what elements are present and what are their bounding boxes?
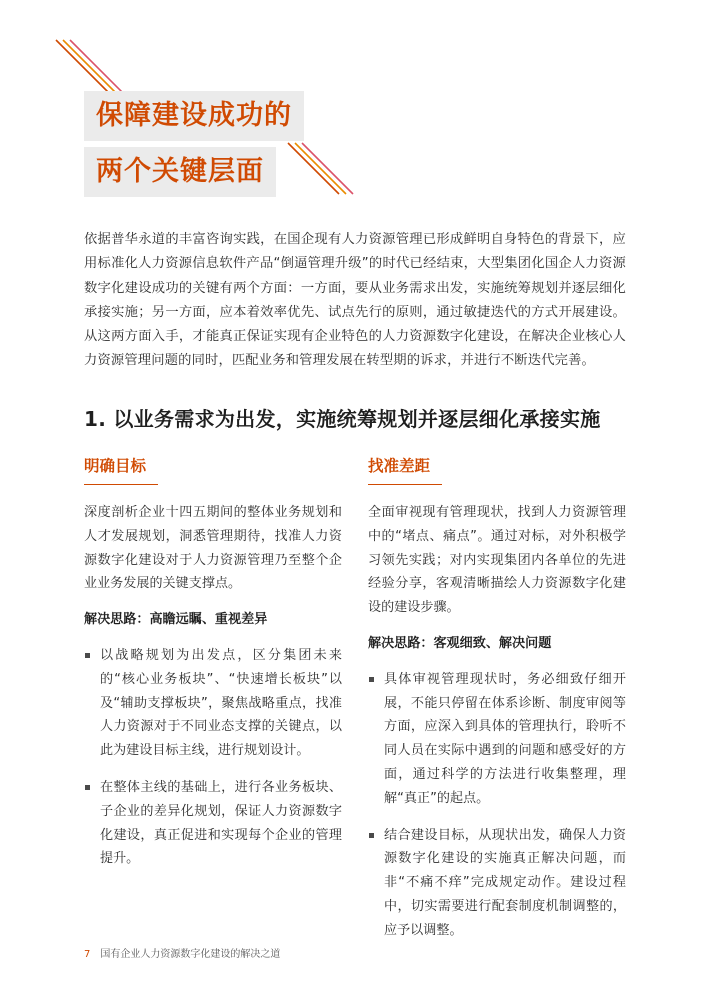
left-column-heading: 明确目标 — [84, 454, 158, 485]
bullet-square-icon — [85, 785, 90, 790]
list-item — [84, 776, 342, 871]
bullet-text: 以战略规划为出发点，区分集团未来的“核心业务板块”、“快速增长板块”以及“辅助支撑板块”，聚焦战略重点，找准人力资源对于不同业态支撑的关键点，以此为建设目标主线，进行规划设计。 — [100, 647, 342, 759]
bullet-text: 具体审视管理现状时，务必细致仔细开展，不能只停留在体系诊断、制度审阅等方面，应深入到具体的管理执行，聆听不同人员在实际中遇到的问题和感受好的方面，通过科学的方法进行收集整理，理解“真正”的起点。 — [384, 671, 626, 806]
left-column — [84, 454, 342, 884]
bullet-text: 在整体主线的基础上，进行各业务板块、子企业的差异化规划，保证人力资源数字化建设，真正促进和实现每个企业的管理提升。 — [100, 779, 342, 867]
list-item — [368, 668, 626, 811]
right-approach-label: 解决思路：客观细致、解决问题 — [368, 635, 552, 651]
right-column-body: 全面审视现有管理现状，找到人力资源管理中的“堵点、痛点”。通过对标，对外积极学习领先实践；对内实现集团内各单位的先进经验分享，客观清晰描绘人力资源数字化建设的建设步骤。 — [368, 505, 626, 616]
page-title-line-2: 两个关键层面 — [84, 147, 276, 197]
left-column-body: 深度剖析企业十四五期间的整体业务规划和人才发展规划，洞悉管理期待，找准人力资源数字化建设对于人力资源管理乃至整个企业业务发展的关键支撑点。 — [84, 505, 342, 592]
bullet-square-icon — [369, 833, 374, 838]
left-approach-label: 解决思路：高瞻远瞩、重视差异 — [84, 612, 268, 628]
list-item — [84, 644, 342, 763]
page-footer — [84, 945, 280, 960]
list-item — [368, 824, 626, 943]
right-column-heading: 找准差距 — [368, 454, 442, 485]
right-bullet-list — [368, 668, 626, 943]
bullet-square-icon — [85, 653, 90, 658]
bullet-square-icon — [369, 677, 374, 682]
bottom-right-stripes — [288, 143, 353, 194]
right-column — [368, 454, 626, 956]
footer-title: 国有企业人力资源数字化建设的解决之道 — [100, 949, 281, 960]
section-heading: 1. 以业务需求为出发，实施统筹规划并逐层细化承接实施 — [84, 407, 601, 431]
page-title-line-1: 保障建设成功的 — [84, 91, 304, 141]
left-bullet-list — [84, 644, 342, 871]
bullet-text: 结合建设目标，从现状出发，确保人力资源数字化建设的实施真正解决问题，而非“不痛不痒”完成规定动作。建设过程中，切实需要进行配套制度机制调整的，应予以调整。 — [384, 827, 626, 938]
intro-paragraph: 依据普华永道的丰富咨询实践，在国企现有人力资源管理已形成鲜明自身特色的背景下，应用标准化人力资源信息软件产品“倒逼管理升级”的时代已经结束，大型集团化国企人力资源数字化建设成功的关键有两个方面：一方面，要从业务需求出发，实施统筹规划并逐层细化承接实施；另一方面，应本着效率优先、试点先行的原则，通过敏捷迭代的方式开展建设。从这两方面入手，才能真正保证实现有企业特色的人力资源数字化建设，在解决企业核心人力资源管理问题的同时，匹配业务和管理发展在转型期的诉求，并进行不断迭代完善。 — [84, 232, 626, 369]
page-number: 7 — [84, 949, 91, 960]
